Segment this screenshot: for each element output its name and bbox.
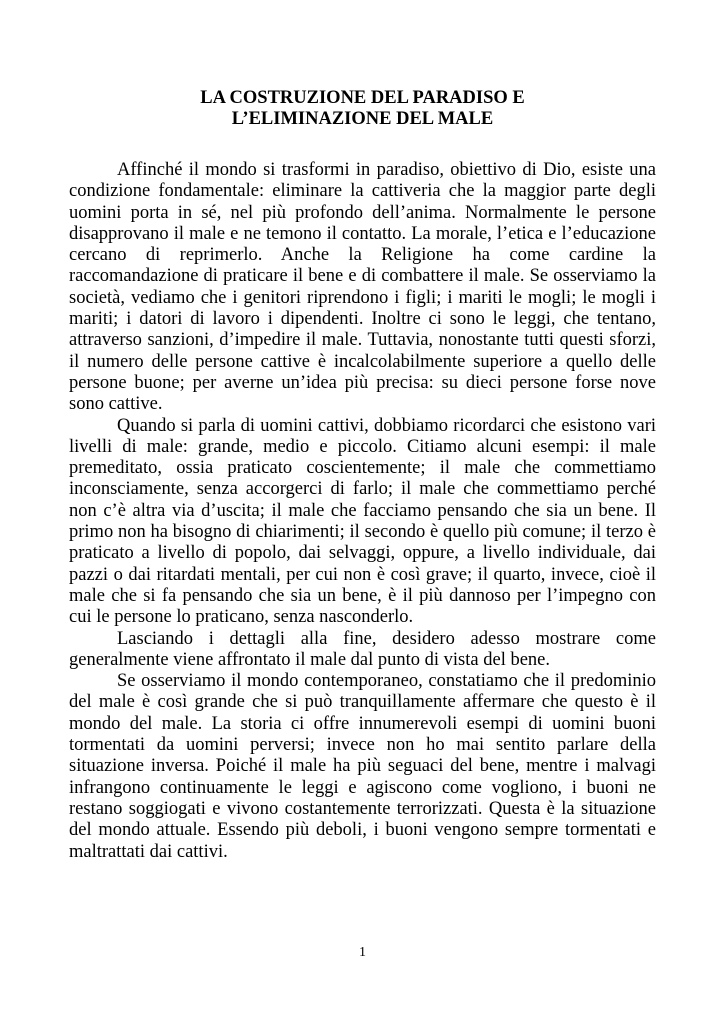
document-page (69, 88, 656, 863)
paragraph-3: Lasciando i dettagli alla fine, desidero adesso mostrare come generalmente viene affrontato il male dal punto di vista del bene. (69, 628, 656, 670)
title-line-1: LA COSTRUZIONE DEL PARADISO E (200, 88, 525, 108)
page-number: 1 (359, 945, 366, 960)
document-body (69, 160, 656, 863)
paragraph-2: Quando si parla di uomini cattivi, dobbiamo ricordarci che esistono vari livelli di male: grande, medio e piccolo. Citiamo alcuni esempi: il male premeditato, ossia praticato coscientemente; il male che commettiamo inconsciamente, senza accorgerci di farlo; il male che commettiamo perché non c’è altra via d’uscita; il male che facciamo pensando che sia un bene. Il primo non ha bisogno di chiarimenti; il secondo è quello più comune; il terzo è praticato a livello di popolo, dai selvaggi, oppure, a livello individuale, dai pazzi o dai ritardati mentali, per cui non è così grave; il quarto, invece, cioè il male che si fa pensando che sia un bene, è il più dannoso per l’impegno con cui le persone lo praticano, senza nasconderlo. (69, 415, 656, 628)
paragraph-4: Se osserviamo il mondo contemporaneo, constatiamo che il predominio del male è così grande che si può tranquillamente affermare che questo è il mondo del male. La storia ci offre innumerevoli esempi di uomini buoni tormentati da uomini perversi; invece non ho mai sentito parlare della situazione inversa. Poiché il male ha più seguaci del bene, mentre i malvagi infrangono continuamente le leggi e agiscono come vogliono, i buoni ne restano soggiogati e vivono costantemente terrorizzati. Questa è la situazione del mondo attuale. Essendo più deboli, i buoni vengono sempre tormentati e maltrattati dai cattivi. (69, 671, 656, 862)
title-line-2: L’ELIMINAZIONE DEL MALE (231, 109, 494, 129)
document-title (69, 88, 656, 130)
paragraph-1: Affinché il mondo si trasformi in paradiso, obiettivo di Dio, esiste una condizione fondamentale: eliminare la cattiveria che la maggior parte degli uomini porta in sé, nel più profondo dell’anima. Normalmente le persone disapprovano il male e ne temono il contatto. La morale, l’etica e l’educazione cercano di reprimerlo. Anche la Religione ha come cardine la raccomandazione di praticare il bene e di combattere il male. Se osserviamo la società, vediamo che i genitori riprendono i figli; i mariti le mogli; le mogli i mariti; i datori di lavoro i dipendenti. Inoltre ci sono le leggi, che tentano, attraverso sanzioni, d’impedire il male. Tuttavia, nonostante tutti questi sforzi, il numero delle persone cattive è incalcolabilmente superiore a quello delle persone buone; per averne un’idea più precisa: su dieci persone forse nove sono cattive. (69, 160, 656, 415)
